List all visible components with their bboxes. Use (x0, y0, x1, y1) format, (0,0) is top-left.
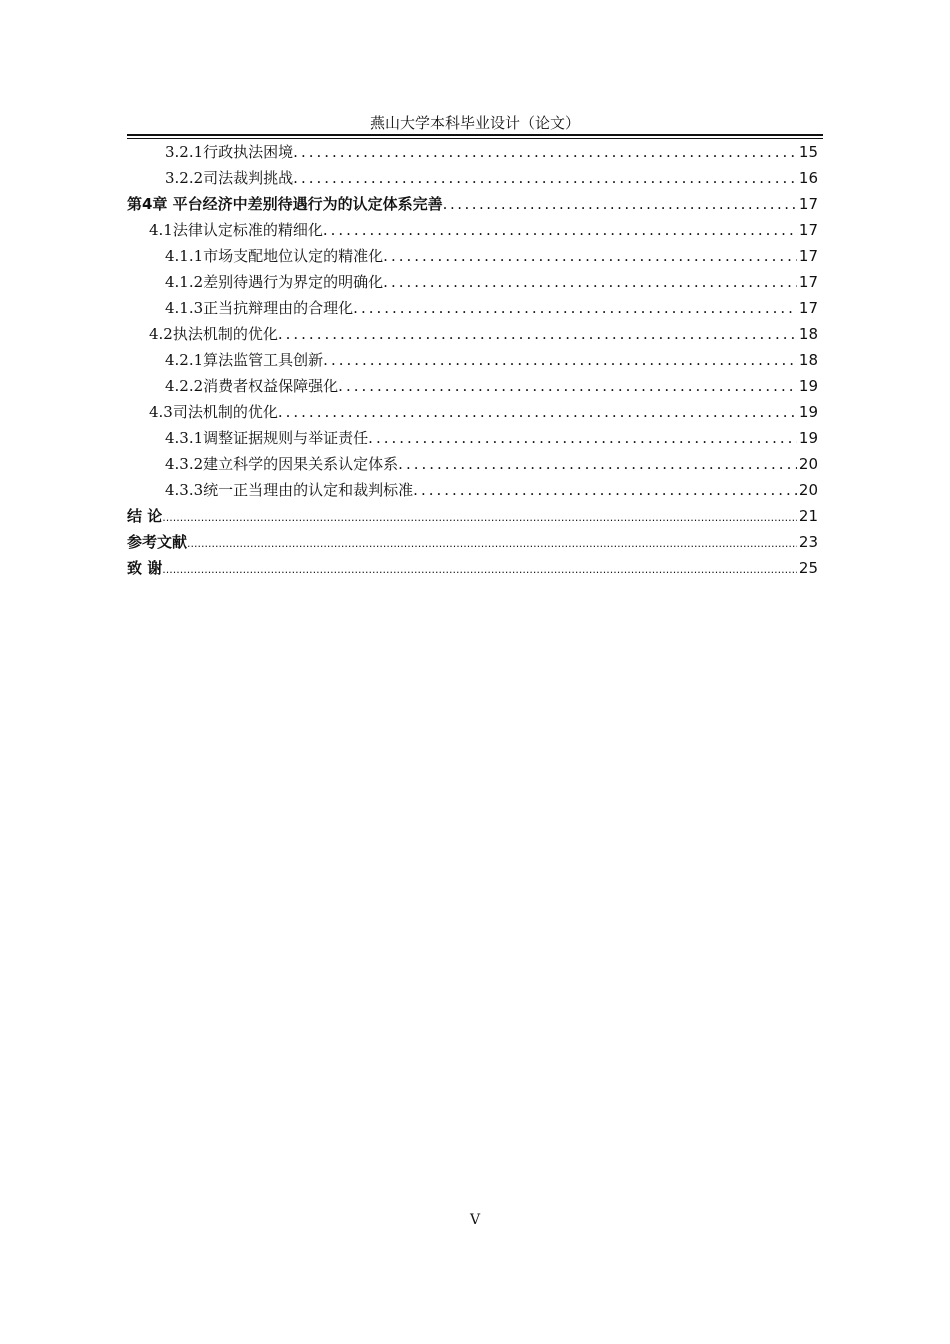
toc-entry-4-2-1[interactable] (127, 347, 818, 373)
toc-entry-conclusion[interactable] (127, 503, 818, 529)
dot-leader (293, 165, 797, 191)
dot-leader (187, 531, 797, 557)
dot-leader (368, 425, 797, 451)
toc-entry-label: 4.3司法机制的优化 (149, 403, 278, 421)
toc-entry-page: 20 (798, 455, 818, 473)
dot-leader (278, 399, 797, 425)
toc-entry-label: 致 谢 (127, 559, 163, 577)
toc-entry-acknowledgements[interactable] (127, 555, 818, 581)
toc-entry-page: 18 (798, 351, 818, 369)
toc-entry-label: 4.1.3正当抗辩理由的合理化 (165, 299, 354, 317)
toc-entry-label: 4.3.1调整证据规则与举证责任 (165, 429, 369, 447)
toc-entry-chapter-4[interactable] (127, 191, 818, 217)
toc-entry-page: 18 (798, 325, 818, 343)
toc-entry-page: 16 (798, 169, 818, 187)
toc-entry-label: 4.2.1算法监管工具创新 (165, 351, 324, 369)
page-number: V (469, 1212, 481, 1228)
toc-entry-label: 4.1.1市场支配地位认定的精准化 (165, 247, 384, 265)
dot-leader (398, 451, 797, 477)
toc-entry-label: 4.1.2差别待遇行为界定的明确化 (165, 273, 384, 291)
toc-entry-label: 4.2.2消费者权益保障强化 (165, 377, 339, 395)
toc-entry-page: 17 (798, 221, 818, 239)
toc-entry-page: 25 (798, 559, 818, 577)
toc-entry-page: 17 (798, 195, 818, 213)
toc-entry-label: 第4章 平台经济中差别待遇行为的认定体系完善 (127, 195, 443, 213)
toc-entry-page: 17 (798, 247, 818, 265)
dot-leader (413, 477, 797, 503)
dot-leader (353, 295, 797, 321)
dot-leader (323, 347, 797, 373)
table-of-contents (127, 139, 818, 581)
toc-entry-3-2-1[interactable] (127, 139, 818, 165)
toc-entry-label: 4.1法律认定标准的精细化 (149, 221, 323, 239)
header-rule-thick (127, 134, 823, 136)
toc-entry-page: 21 (798, 507, 818, 525)
dot-leader (443, 191, 797, 217)
toc-entry-page: 17 (798, 299, 818, 317)
toc-entry-4-3[interactable] (127, 399, 818, 425)
dot-leader (383, 243, 797, 269)
toc-entry-4-2[interactable] (127, 321, 818, 347)
toc-entry-4-3-2[interactable] (127, 451, 818, 477)
toc-entry-page: 23 (798, 533, 818, 551)
toc-entry-page: 17 (798, 273, 818, 291)
dot-leader (383, 269, 797, 295)
toc-entry-label: 4.3.2建立科学的因果关系认定体系 (165, 455, 399, 473)
toc-entry-label: 4.2执法机制的优化 (149, 325, 278, 343)
running-header: 燕山大学本科毕业设计（论文） (369, 114, 580, 132)
toc-entry-label: 参考文献 (127, 533, 188, 551)
toc-entry-page: 19 (798, 403, 818, 421)
toc-entry-3-2-2[interactable] (127, 165, 818, 191)
dot-leader (338, 373, 797, 399)
toc-entry-page: 19 (798, 429, 818, 447)
toc-entry-references[interactable] (127, 529, 818, 555)
toc-entry-4-1-2[interactable] (127, 269, 818, 295)
toc-entry-4-1-3[interactable] (127, 295, 818, 321)
dot-leader (278, 321, 797, 347)
toc-entry-label: 3.2.1行政执法困境 (165, 143, 294, 161)
dot-leader (323, 217, 797, 243)
toc-entry-4-3-1[interactable] (127, 425, 818, 451)
toc-entry-label: 4.3.3统一正当理由的认定和裁判标准 (165, 481, 414, 499)
toc-entry-4-1[interactable] (127, 217, 818, 243)
dot-leader (162, 505, 797, 531)
toc-entry-4-2-2[interactable] (127, 373, 818, 399)
toc-entry-page: 15 (798, 143, 818, 161)
toc-entry-4-3-3[interactable] (127, 477, 818, 503)
dot-leader (162, 557, 797, 583)
toc-entry-label: 结 论 (127, 507, 163, 525)
toc-entry-4-1-1[interactable] (127, 243, 818, 269)
toc-entry-page: 20 (798, 481, 818, 499)
toc-entry-page: 19 (798, 377, 818, 395)
dot-leader (293, 139, 797, 165)
toc-entry-label: 3.2.2司法裁判挑战 (165, 169, 294, 187)
